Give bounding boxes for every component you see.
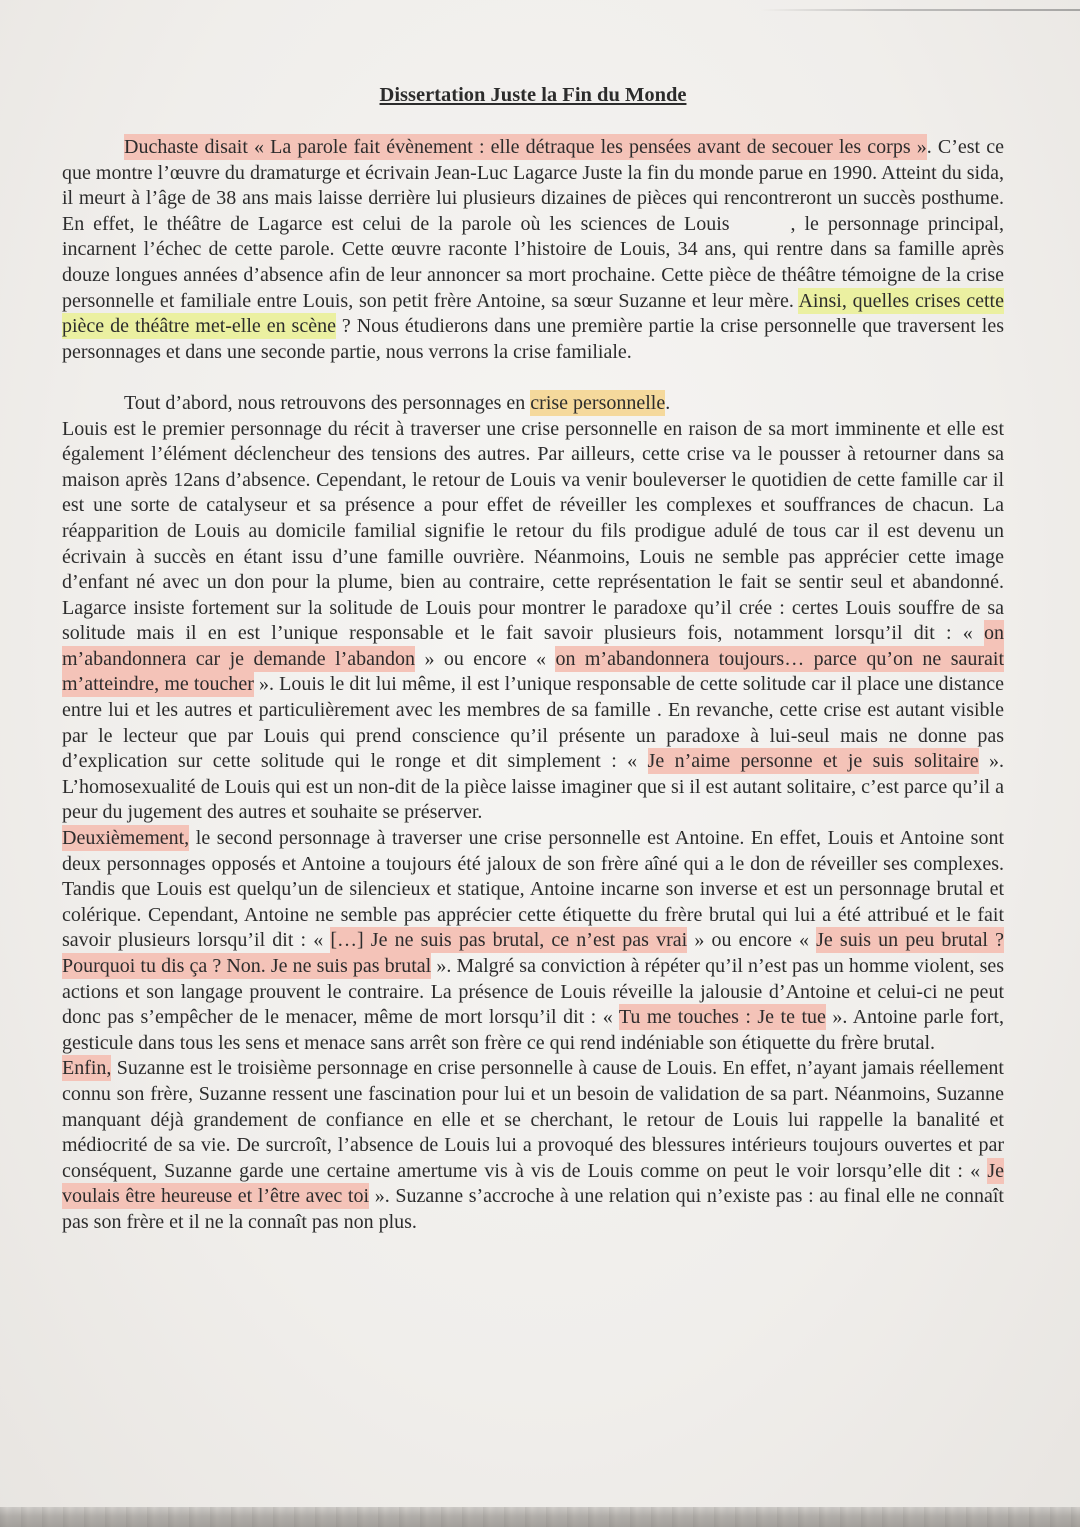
suzanne-paragraph (62, 1056, 1004, 1235)
text-run: » ou encore « (687, 929, 817, 952)
text-run: . C’est ce que montre l’œuvre du dramaturge et écrivain Jean-Luc Lagarce Juste la fin du monde parue en 1990. Atteint du sida, il meurt à l’âge de 38 ans mais laisse derrière lui plusieurs dizaines de pièces qui rencontreront un succès posthume. En effet, le théâtre de Lagarce est celui de la parole où les sciences de Louis (62, 136, 1004, 235)
text-run: Suzanne est le troisième personnage en crise personnelle à cause de Louis. En effet, n’ayant jamais réellement connu son frère, Suzanne ressent une fascination pour lui et un besoin de validation de sa part. Néanmoins, Suzanne manquant déjà grandement de confiance en elle et se cherchant, le retour de Louis lui rappelle la banalité et médiocrité de sa vie. De surcroît, l’absence de Louis lui a provoqué des blessures intérieurs toujours ouvertes et par conséquent, Suzanne garde une certaine amertume vis à vis de Louis comme on peut le voir lorsqu’elle dit : « (62, 1057, 1004, 1182)
text-run: ». Antoine parle fort, gesticule dans tous les sens et menace sans arrêt son frère ce qui rend indéniable son étiquette du frère brutal. (62, 1006, 1004, 1054)
document-body (62, 135, 1004, 1236)
highlighted-quote: Duchaste disait « La parole fait évènement : elle détraque les pensées avant de secouer les corps » (124, 136, 927, 158)
highlighted-quote: Je n’aime personne et je suis solitaire (647, 750, 979, 773)
highlighted-quote: Je suis un peu brutal ? Pourquoi tu dis ça ? Non. Je ne suis pas brutal (62, 929, 1004, 977)
text-run: ? Nous étudierons dans une première partie la crise personnelle que traversent les personnages et dans une seconde partie, nous verrons la crise familiale. (62, 315, 1005, 363)
louis-paragraph (62, 417, 1004, 827)
highlighted-quote: Je voulais être heureuse et l’être avec toi (62, 1159, 1004, 1208)
text-run: . (665, 391, 671, 414)
antoine-paragraph (62, 826, 1004, 1056)
text-run: ». Suzanne s’accroche à une relation qui n’existe pas : au final elle ne connaît pas son frère et il ne la connaît pas non plus. (62, 1185, 1004, 1233)
highlighted-quote: Ainsi, quelles crises cette pièce de théâtre met-elle en scène (62, 289, 1004, 338)
paper-edge-line (760, 9, 1080, 11)
text-run: ». L’homosexualité de Louis qui est un non-dit de la pièce laisse imaginer que si il est autant solitaire, c’est parce qu’il a peur du jugement des autres et souhaite se préserver. (62, 750, 1004, 824)
text-run: , le personnage principal, incarnent l’échec de cette parole. Cette œuvre raconte l’histoire de Louis, 34 ans, qui rentre dans sa famille après douze longues années d’absence afin de leur annoncer sa mort prochaine. Cette pièce de théâtre témoigne de la crise personnelle et familiale entre Louis, son petit frère Antoine, sa sœur Suzanne et leur mère. (62, 212, 1005, 312)
text-run: le second personnage à traverser une crise personnelle est Antoine. En effet, Louis et Antoine sont deux personnages opposés et Antoine a toujours été jaloux de son frère aîné qui a le don de réveiller ses complexes. Tandis que Louis est quelqu’un de silencieux et statique, Antoine incarne son inverse et est un personnage brutal et colérique. Cependant, Antoine ne semble pas apprécier cette étiquette du frère brutal qui lui a été attribué et le fait savoir plusieurs lorsqu’il dit : « (62, 827, 1004, 952)
highlighted-quote: Deuxièmement, (62, 827, 190, 850)
highlighted-quote: on m’abandonnera car je demande l’abandon (62, 622, 1004, 670)
highlighted-quote: Tu me touches : Je te tue (618, 1006, 826, 1029)
photo-bottom-edge (0, 1507, 1080, 1527)
highlighted-quote: […] Je ne suis pas brutal, ce n’est pas vrai (330, 929, 688, 952)
highlighted-quote: crise personnelle (530, 391, 666, 414)
introduction-paragraph (62, 135, 1004, 365)
text-run: ». Louis le dit lui même, il est l’unique responsable de cette solitude car il place une distance entre lui et les autres et particulièrement avec les membres de sa famille . En revanche, cette crise est autant visible par le lecteur que par Louis qui prend conscience qu’il présente un paradoxe à lui-seul mais ne donne pas d’explication sur cette solitude qui le ronge et dit simplement : « (62, 673, 1004, 773)
highlighted-quote: on m’abandonnera toujours… parce qu’on ne saurait m’atteindre, me toucher (62, 647, 1005, 696)
text-run: Tout d’abord, nous retrouvons des personnages en (124, 391, 531, 414)
highlighted-quote: Enfin, (62, 1057, 112, 1080)
text-run: » ou encore « (415, 647, 556, 670)
text-run: ». Malgré sa conviction à répéter qu’il n’est pas un homme violent, ses actions et son langage prouvent le contraire. La présence de Louis réveille la jalousie d’Antoine et celui-ci ne peut donc pas s’empêcher de le menacer, même de mort lorsqu’il dit : « (62, 955, 1005, 1029)
document-title: Dissertation Juste la Fin du Monde (379, 84, 687, 106)
text-run: Louis est le premier personnage du récit à traverser une crise personnelle en raison de sa mort imminente et elle est également l’élément déclencheur des tensions des autres. Par ailleurs, cette crise va le pousser à retourner dans sa maison après 12ans d’absence. Cependant, le retour de Louis va venir bouleverser le quotidien de cette famille car il est une sorte de catalyseur et sa présence a pour effet de réveiller les complexes et souffrances de chacun. La réapparition de Louis au domicile familial signifie le retour du fils prodigue adulé de tous car il est devenu un écrivain à succès en étant issu d’une famille ouvrière. Néanmoins, Louis ne semble pas apprécier cette image d’enfant né avec un don pour la plume, bien au contraire, cette représentation le fait se sentir seul et abandonné. Lagarce insiste fortement sur la solitude de Louis pour montrer le paradoxe qu’il crée : certes Louis souffre de sa solitude mais il en est l’unique responsable et le fait savoir plusieurs fois, notamment lorsqu’il dit : « (62, 417, 1004, 645)
part-one-heading-paragraph (62, 391, 1004, 417)
